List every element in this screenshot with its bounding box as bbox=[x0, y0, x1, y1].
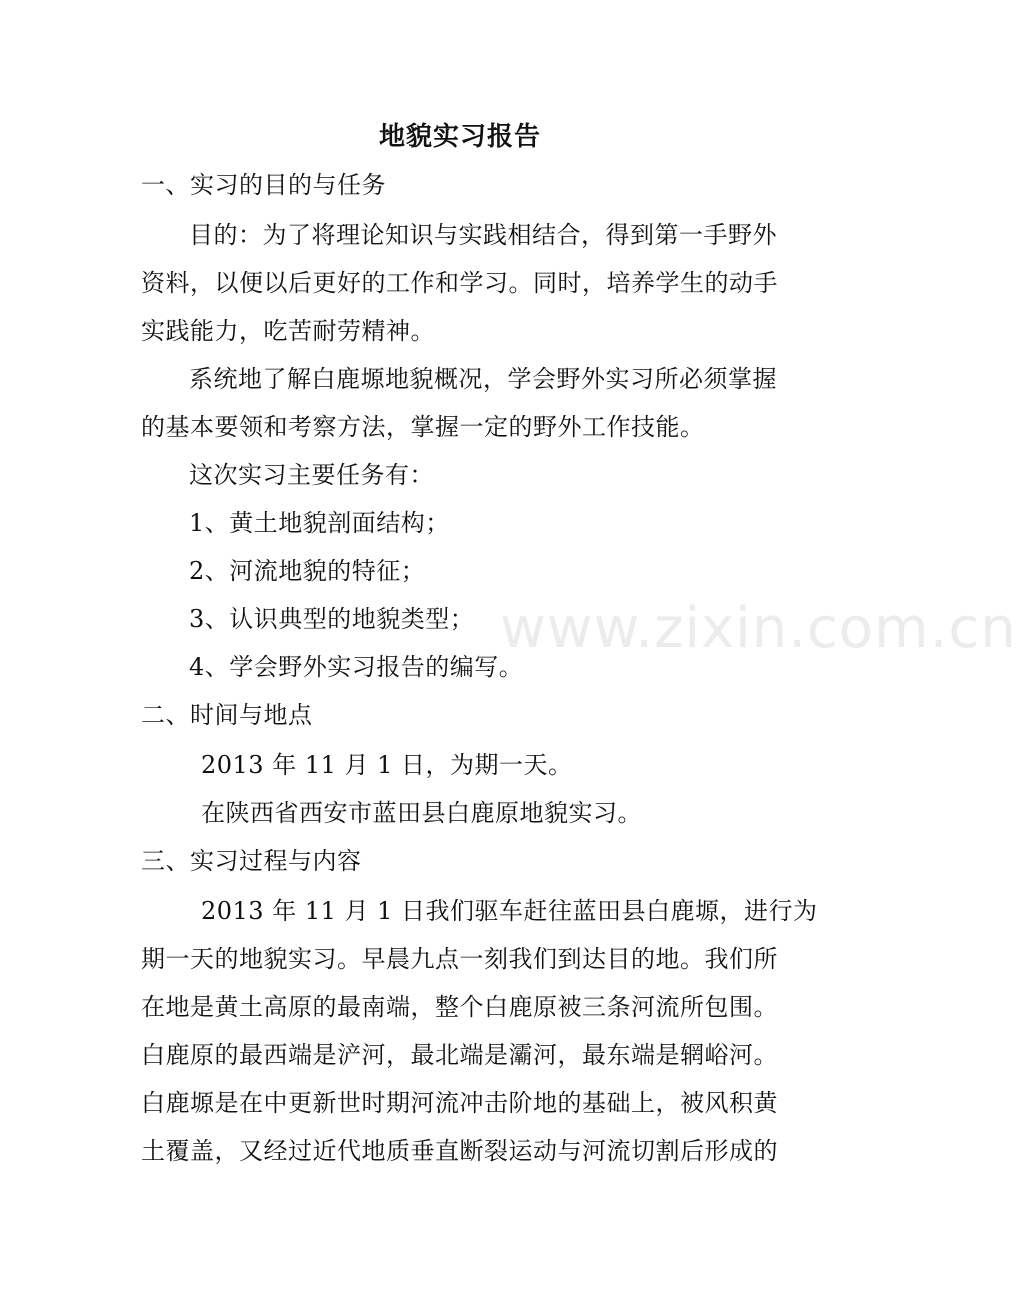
paragraph-line: 资料，以便以后更好的工作和学习。同时，培养学生的动手 bbox=[141, 269, 778, 297]
task-item: 4、学会野外实习报告的编写。 bbox=[189, 653, 524, 681]
paragraph-line: 白鹿原的最西端是浐河，最北端是灞河，最东端是辋峪河。 bbox=[141, 1041, 778, 1069]
paragraph-line: 在地是黄土高原的最南端，整个白鹿原被三条河流所包围。 bbox=[141, 993, 778, 1021]
task-item: 2、河流地貌的特征； bbox=[189, 557, 426, 585]
paragraph-line: 期一天的地貌实习。早晨九点一刻我们到达目的地。我们所 bbox=[141, 945, 778, 973]
section-heading-time-place: 二、时间与地点 bbox=[141, 701, 313, 729]
paragraph-line: 这次实习主要任务有： bbox=[189, 461, 434, 489]
paragraph-line: 在陕西省西安市蓝田县白鹿原地貌实习。 bbox=[201, 799, 642, 827]
task-item: 1、黄土地貌剖面结构； bbox=[189, 509, 450, 537]
paragraph-line: 2013 年 11 月 1 日我们驱车赶往蓝田县白鹿塬，进行为 bbox=[201, 897, 818, 925]
task-item: 3、认识典型的地貌类型； bbox=[189, 605, 475, 633]
paragraph-line: 系统地了解白鹿塬地貌概况，学会野外实习所必须掌握 bbox=[189, 365, 777, 393]
section-heading-process: 三、实习过程与内容 bbox=[141, 847, 362, 875]
paragraph-line: 目的：为了将理论知识与实践相结合，得到第一手野外 bbox=[189, 221, 777, 249]
section-heading-purpose: 一、实习的目的与任务 bbox=[141, 171, 386, 199]
paragraph-line: 的基本要领和考察方法，掌握一定的野外工作技能。 bbox=[141, 413, 705, 441]
paragraph-line: 实践能力，吃苦耐劳精神。 bbox=[141, 317, 435, 345]
paragraph-line: 2013 年 11 月 1 日，为期一天。 bbox=[201, 751, 573, 779]
paragraph-line: 白鹿塬是在中更新世时期河流冲击阶地的基础上，被风积黄 bbox=[141, 1089, 778, 1117]
watermark: www.zixin.com.cn bbox=[500, 596, 1017, 661]
paragraph-line: 土覆盖，又经过近代地质垂直断裂运动与河流切割后形成的 bbox=[141, 1137, 778, 1165]
document-title: 地貌实习报告 bbox=[378, 122, 541, 152]
